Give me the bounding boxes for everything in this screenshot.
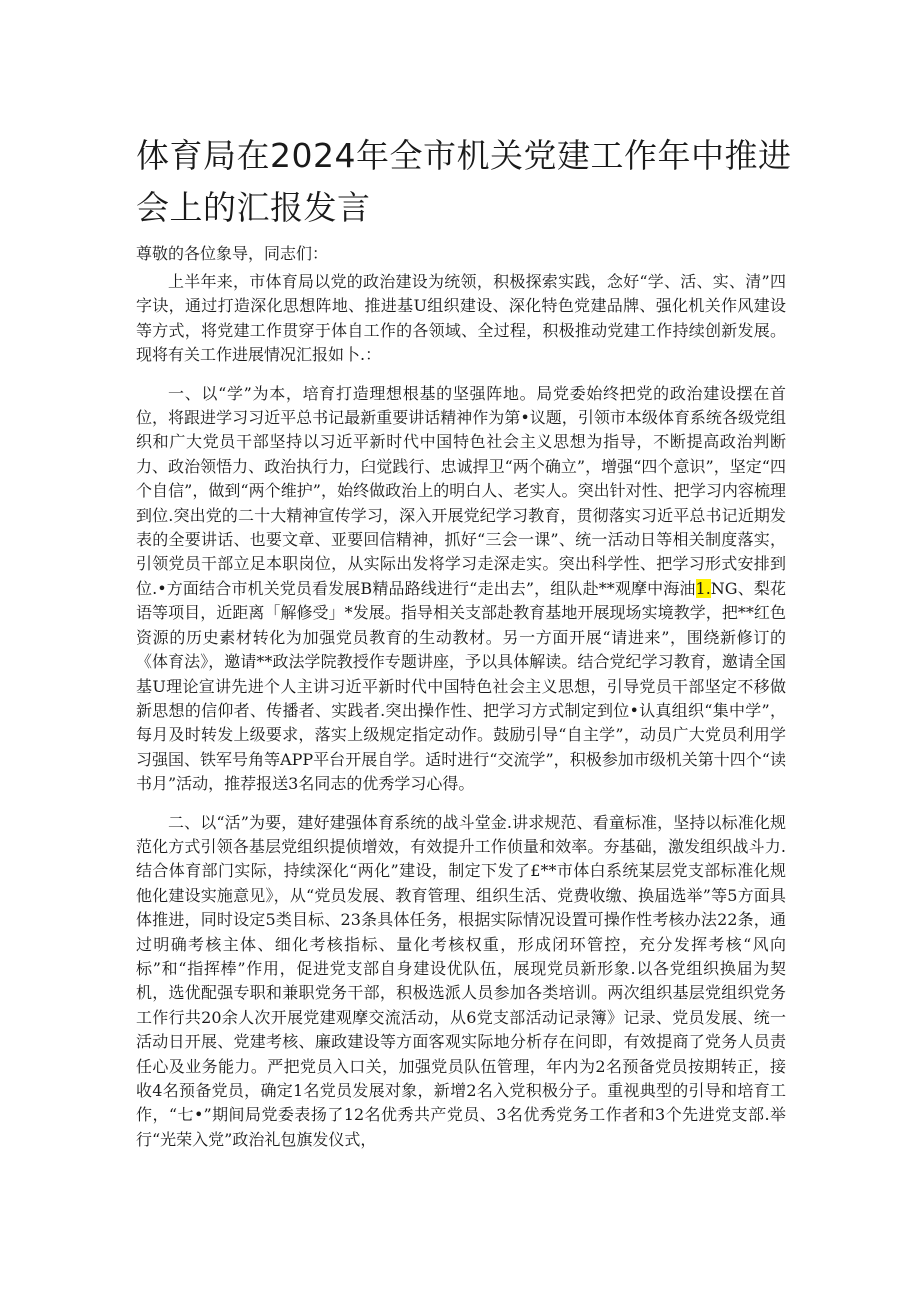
paragraph-section-two: 二、以“活”为要，建好建强体育系统的战斗堂金.讲求规范、看童标准，坚持以标准化规范化方式引领各基层党组织提侦增效，有效提升工作侦量和效率。夯基础，激发组织战斗力.结合体育部门实际，持续深化“两化”建设，制定下发了£**市体白系统某层党支部标准化规他化建设实施意见》，从“党员发展、教育管理、组织生活、党费收缴、换届选举”等5方面具体推进，同时设定5类目标、23条具体任务，根据实际情况设置可操作性考核办法22条，通过明确考核主体、细化考核指标、量化考核权重，形成闭环管控，充分发挥考核“风向标”和“指挥棒”作用，促进党支部自身建设优队伍，展现党员新形象.以各党组织换届为契机，选优配强专职和兼职党务干部，积极选派人员参加各类培训。两次组织基层党组织党务工作行共20余人次开展党建观摩交流活动，从6党支部活动记录簿》记录、党员发展、统一活动日开展、党建考核、廉政建设等方面客观实际地分析存在问即，有效提商了党务人员责任心及业务能力。严把党员入口关，加强党员队伍管理，年内为2名预备党员按期转正，接收4名预备党员，确定1名党员发展对象，新增2名入党积极分子。重视典型的引导和培育工作，“七•”期间局党委表扬了12名优秀共产党员、3名优秀党务工作者和3个先进党支部.举行“光荣入党”政治礼包旗发仪式， xyxy=(136,812,786,1149)
document-title: 体育局在2024年全市机关党建工作年中推进会上的汇报发言 xyxy=(136,136,792,227)
highlighted-text: 1. xyxy=(695,578,711,598)
paragraph-section-one xyxy=(136,382,786,797)
document-body xyxy=(136,266,786,1166)
paragraph-section-one-text-before: 一、以“学”为本，培育打造理想根基的坚强阵地。局党委始终把党的政治建设摆在首位，将跟进学习习近平总书记最新重要讲话精神作为第•议题，引领市本级体育系统各级党组织和广大党员干部坚持以习近平新时代中国特色社会主义思想为指导，不断提高政治判断力、政治领悟力、政治执行力，臼觉践行、忠诚捍卫“两个确立”，增强“四个意识”，坚定“四个自信”，做到“两个维护”，始终做政治上的明白人、老实人。突出针对性、把学习内容梳理到位.突出党的二十大精神宣传学习，深入开展党纪学习教育，贯彻落实习近平总书记近期发表的全要讲话、也要文章、亚要回信精神，抓好“三会一课”、统一活动日等相关制度落实，引领党员干部立足本职岗位，从实际出发将学习走深走实。突出科学性、把学习形式安排到位.•方面结合市机关党员看发展B精品路线进行“走出去”，组队赴**观摩中海油 xyxy=(136,383,786,598)
paragraph-intro: 上半年来，市体育局以党的政治建设为统领，积极探索实践，念好“学、活、实、清”四字诀，通过打造深化思想阵地、推进基U组织建设、深化特色党建品牌、强化机关作风建设等方式，将党建工作贯穿于体自工作的各领域、全过程，积极推动党建工作持续创新发展。现将有关工作进展情况汇报如卜.： xyxy=(136,272,786,365)
greeting-line: 尊敬的各位象导，同志们： xyxy=(136,244,329,263)
paragraph-section-one-text-after: NG、梨花语等项目，近距离「解修受」*发展。指导相关支部赴教育基地开展现场实境教学，把**红色资源的历史素材转化为加强党员教育的生动教材。另一方面开展“请进来”，围绕新修订的《体育法》，邀请**政法学院教授作专题讲座，予以具体解读。结合党纪学习教育，邀请全国基U理论宣讲先进个人主讲习近平新时代中国特色社会主义思想，引导党员干部坚定不移做新思想的信仰者、传播者、实践者.突出操作性、把学习方式制定到位•认真组织“集中学”，每月及时转发上级要求，落实上级规定指定动作。鼓励引导“自主学”，动员广大党员利用学习强国、铁军号角等APP平台开展自学。适时进行“交流学”，积极参加市级机关第十四个“读书月”活动，推荐报送3名同志的优秀学习心得。 xyxy=(136,578,786,794)
